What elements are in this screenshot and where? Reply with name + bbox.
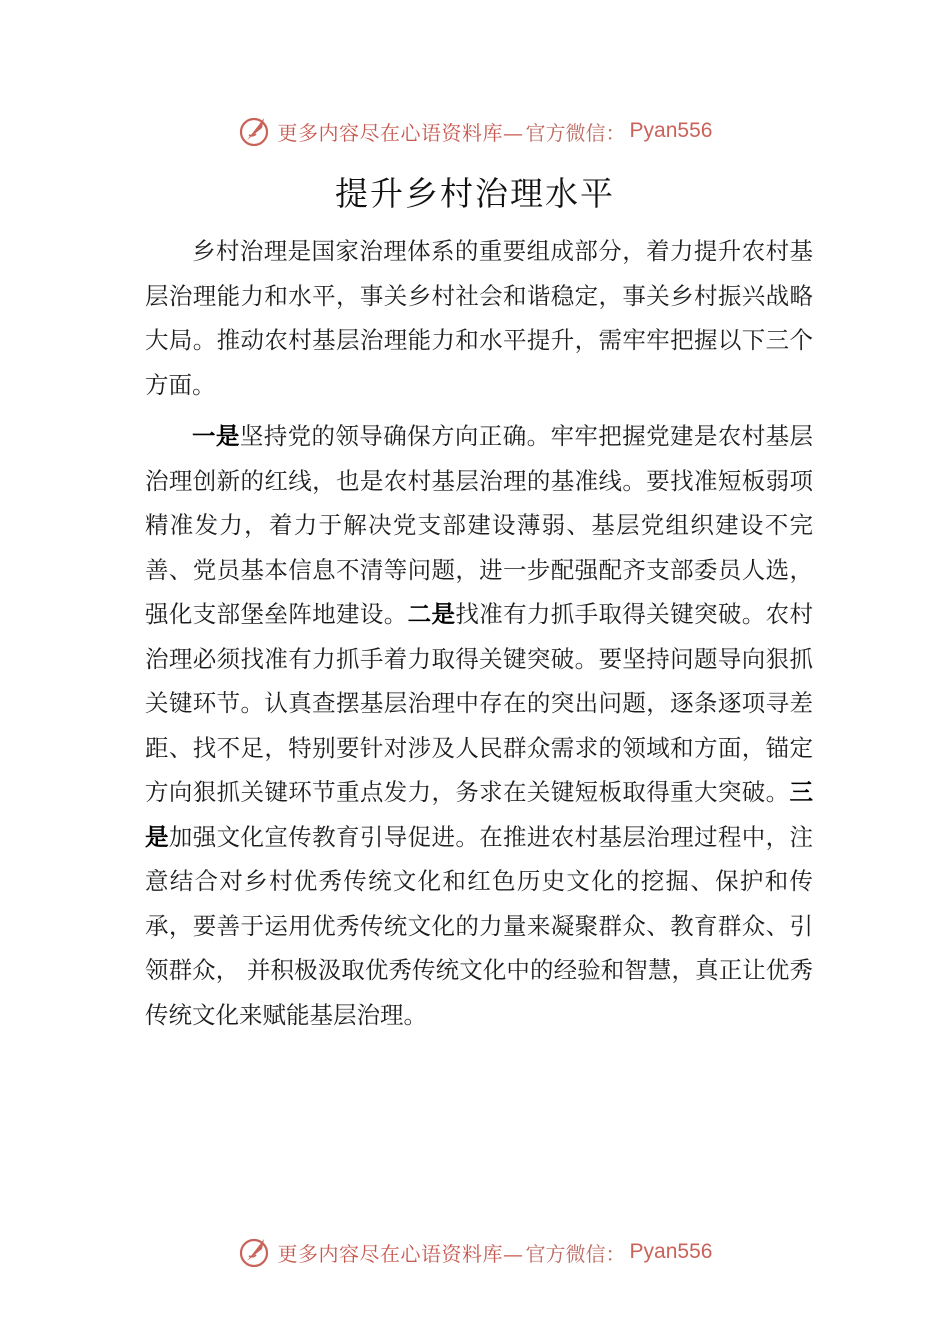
point1-lead: 一是 xyxy=(192,422,240,450)
footer-banner xyxy=(0,1232,950,1272)
banner-wechat-label: 官方微信： xyxy=(525,1241,626,1266)
banner-wechat-id: Pyan556 xyxy=(629,119,713,142)
point1-text: 坚持党的领导确保方向正确。牢牢把握党建是农村基层治理创新的红线，也是农村基层治理的基准线。要找准短板弱项精准发力，着力于解决党支部建设薄弱、基层党组织建设不完善、党员基本信息不清等问题，进一步配强配齐支部委员人选，强化支部堡垒阵地建设。 xyxy=(145,422,814,628)
banner-wechat-id: Pyan556 xyxy=(629,1240,713,1263)
point2-lead: 二是 xyxy=(407,600,456,628)
point3-lead: 三是 xyxy=(145,778,813,851)
banner-wechat-label: 官方微信： xyxy=(525,120,626,145)
quill-logo-icon xyxy=(238,114,272,148)
quill-logo-icon xyxy=(238,1235,272,1269)
document-title: 提升乡村治理水平 xyxy=(335,174,615,213)
banner-text: 更多内容尽在心语资料库— xyxy=(277,120,524,145)
point2-text: 找准有力抓手取得关键突破。农村治理必须找准有力抓手着力取得关键突破。要坚持问题导向狠抓关键环节。认真查摆基层治理中存在的突出问题，逐条逐项寻差距、找不足，特别要针对涉及人民群众需求的领域和方面，锚定方向狠抓关键环节重点发力，务求在关键短板取得重大突破。 xyxy=(145,600,814,806)
header-banner xyxy=(0,111,950,151)
intro-paragraph: 乡村治理是国家治理体系的重要组成部分，着力提升农村基层治理能力和水平，事关乡村社会和谐稳定，事关乡村振兴战略大局。推动农村基层治理能力和水平提升，需牢牢把握以下三个方面。 xyxy=(145,237,813,399)
point3-text: 加强文化宣传教育引导促进。在推进农村基层治理过程中，注意结合对乡村优秀传统文化和红色历史文化的挖掘、保护和传承，要善于运用优秀传统文化的力量来凝聚群众、教育群众、引领群众， 并积极汲取优秀传统文化中的经验和智慧，真正让优秀传统文化来赋能基层治理。 xyxy=(145,822,814,1029)
banner-text: 更多内容尽在心语资料库— xyxy=(277,1241,524,1266)
points-paragraph xyxy=(145,414,813,1037)
